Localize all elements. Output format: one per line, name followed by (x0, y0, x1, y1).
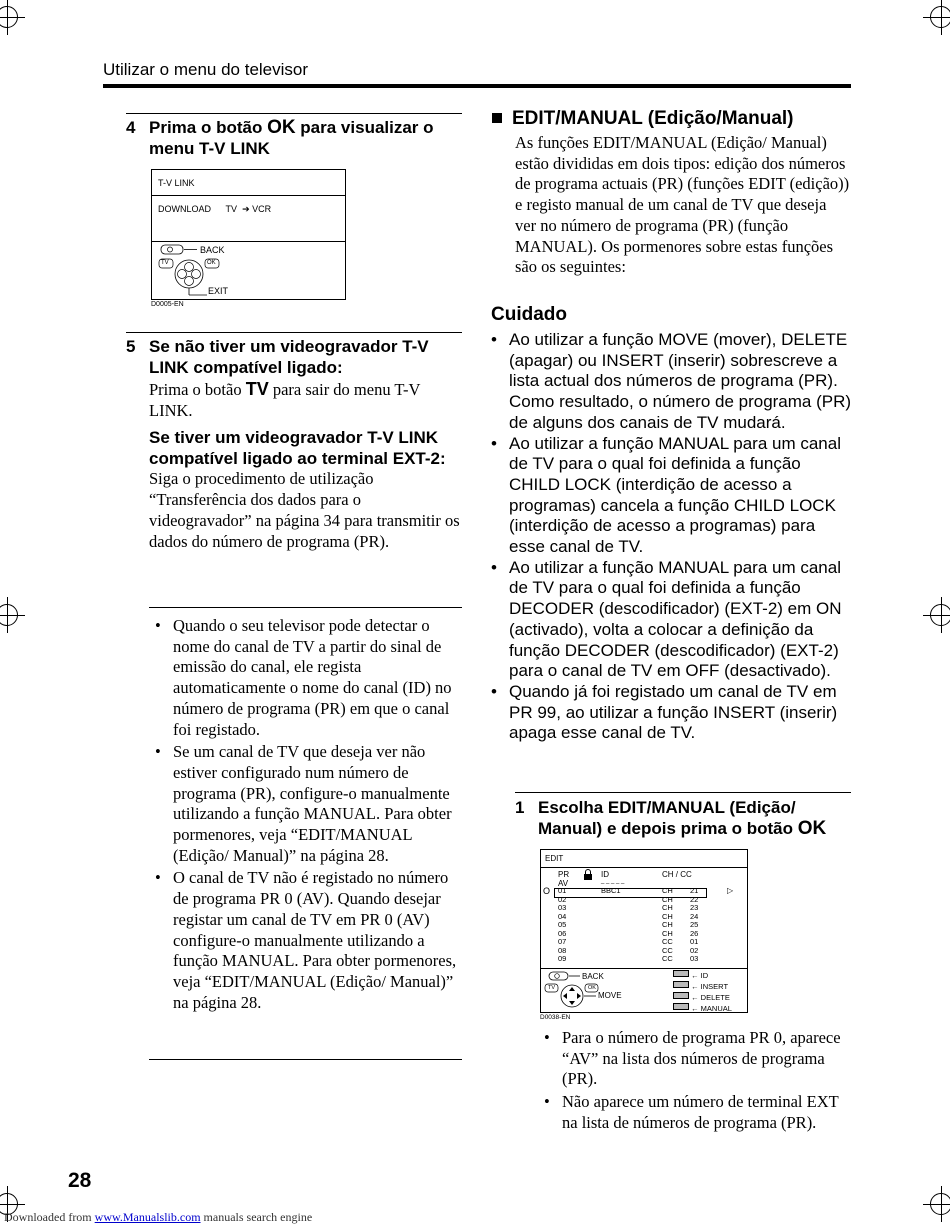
function-label: DELETE (700, 993, 730, 1002)
channel-rows (541, 887, 711, 964)
screen-divider (541, 867, 747, 868)
function-label: INSERT (700, 982, 729, 991)
cell-type: CH (662, 894, 673, 904)
cell-type: CH (662, 928, 673, 938)
av-row: AV (558, 879, 569, 888)
function-key-row (673, 1003, 732, 1014)
step-number: 5 (126, 337, 136, 356)
arrow-left-icon: ← (689, 971, 701, 980)
table-row (541, 887, 711, 896)
cell-type: CC (662, 945, 673, 955)
cell-pr: 04 (558, 911, 567, 921)
list-item: • O canal de TV não é registado no número de programa PR 0 (AV). Quando desejar registar um canal de TV em PR 0 (AV) configure-o manualmente utilizando a função MANUAL. Para obter pormenores, veja “EDIT/MANUAL (Edição/ Manual)” na página 28. (149, 868, 462, 1013)
tv-key-label: TV (161, 260, 169, 266)
id-placeholder: _ _ _ _ _ (601, 878, 625, 884)
cell-pr: 08 (558, 945, 567, 955)
arrow-left-icon: ← (689, 1004, 701, 1013)
list-item: • Ao utilizar a função MANUAL para um canal de TV para o qual foi definida a função DECODER (descodificador) (EXT-2) em ON (activado), volta a colocar a definição da função DECODER (descodificador) (EXT-2) para o canal de TV em OFF (desactivado). (485, 558, 853, 682)
registration-mark (0, 604, 18, 626)
list-item: • Não aparece um número de terminal EXT na lista de números de programa (PR). (538, 1092, 851, 1133)
tvlink-screen (151, 169, 346, 300)
table-row (541, 955, 711, 964)
ok-key-label: OK (588, 985, 596, 991)
cell-num: 24 (690, 911, 699, 921)
caution-list (485, 330, 853, 744)
exit-label: EXIT (208, 286, 229, 296)
cell-pr: 09 (558, 954, 567, 963)
cell-pr: 03 (558, 903, 567, 912)
screen-title: EDIT (545, 854, 564, 863)
col-chcc: CH / CC (662, 870, 692, 879)
table-row (541, 913, 711, 922)
ok-key-label: OK (207, 260, 216, 266)
move-label: MOVE (598, 991, 622, 1000)
cell-type: CH (662, 920, 673, 929)
list-item: • Ao utilizar a função MOVE (mover), DELETE (apagar) ou INSERT (inserir) sobrescreve a lista actual dos números de programa (PR). Como resultado, o número de programa (PR) de alguns dos canais de TV mudará. (485, 330, 853, 434)
figure-code: D0038-EN (540, 1014, 571, 1021)
pointer-icon: O (543, 886, 551, 896)
divider (149, 607, 462, 608)
list-item: • Quando o seu televisor pode detectar o nome do canal de TV a partir do sinal de emissão do canal, ele regista automaticamente o nome do canal (ID) no número de programa (PR) em que o canal foi registado. (149, 616, 462, 740)
cell-id: BBC1 (601, 886, 621, 895)
section-intro: As funções EDIT/MANUAL (Edição/ Manual) estão divididas em dois tipos: edição dos números de programa actuais (PR) (funções EDIT (edição)) e registo manual de um canal de TV que deseja ver no número de programa (PR) (função MANUAL). Os pormenores sobre estas funções são os seguintes: (515, 133, 850, 277)
cell-num: 01 (690, 937, 699, 946)
cell-type: CH (662, 903, 673, 912)
cell-num: 02 (690, 945, 699, 955)
back-label: BACK (582, 972, 604, 981)
col-id: ID (601, 870, 609, 879)
cell-num: 23 (690, 903, 699, 912)
cell-num: 03 (690, 954, 699, 963)
square-bullet-icon (492, 113, 502, 123)
step-number: 1 (515, 798, 525, 817)
cell-num: 25 (690, 920, 699, 929)
cell-type: CC (662, 937, 673, 946)
divider (126, 113, 462, 114)
cell-pr: 01 (558, 886, 567, 895)
figure-code: D0005-EN (151, 301, 184, 308)
arrow-right-icon: ➔ (239, 204, 253, 214)
step-subbody: Siga o procedimento de utilização “Transferência dos dados para o videogravador” na página 34 para transmitir os dados do número de programa (PR). (149, 469, 460, 551)
screen-divider (541, 968, 747, 969)
arrow-left-icon: ← (689, 982, 701, 991)
registration-mark (930, 604, 950, 626)
function-label: MANUAL (700, 1004, 732, 1013)
function-key-row (673, 992, 732, 1003)
cell-num: 22 (690, 894, 699, 904)
section-title: EDIT/MANUAL (Edição/Manual) (492, 108, 794, 130)
ok-key-glyph: OK (267, 117, 296, 138)
list-item: • Quando já foi registado um canal de TV em PR 99, ao utilizar a função INSERT (inserir) apaga esse canal de TV. (485, 682, 853, 744)
manualslib-link[interactable]: www.Manualslib.com (94, 1210, 201, 1224)
divider (515, 792, 851, 793)
cell-type: CH (662, 886, 673, 895)
step-body: Prima o botão TV para sair do menu T-V LINK. (149, 379, 421, 420)
col-pr: PR (558, 870, 570, 879)
step-text: Prima o botão (149, 118, 268, 137)
step-4 (126, 117, 466, 159)
back-label: BACK (200, 245, 225, 255)
color-key-icon (673, 981, 689, 988)
step-1 (515, 797, 855, 839)
divider (126, 332, 462, 333)
registration-mark (930, 1193, 950, 1215)
function-key-row (673, 970, 732, 981)
edit-screen (540, 849, 748, 1013)
page-header: Utilizar o menu do televisor (103, 60, 309, 79)
cell-num: 21 (690, 886, 699, 895)
tv-key-label: TV (548, 985, 556, 991)
cell-pr: 07 (558, 937, 567, 946)
color-key-icon (673, 1003, 689, 1010)
registration-mark (930, 6, 950, 28)
table-row (541, 947, 711, 956)
list-item: • Para o número de programa PR 0, aparece “AV” na lista dos números de programa (PR). (538, 1028, 851, 1090)
color-key-icon (673, 970, 689, 977)
download-row: DOWNLOAD TV ➔ VCR (158, 204, 272, 214)
caution-title: Cuidado (491, 304, 567, 325)
triangle-right-icon: ▷ (727, 886, 734, 895)
table-row (541, 904, 711, 913)
registration-mark (0, 6, 18, 28)
table-row (541, 930, 711, 939)
list-item: • Ao utilizar a função MANUAL para um canal de TV para o qual foi definida a função CHILD LOCK (interdição de acesso a programas) cancela a função CHILD LOCK (interdição de acesso a programas) para esse canal de TV. (485, 434, 853, 558)
ok-key-glyph: OK (797, 818, 827, 839)
step-number: 4 (126, 118, 136, 137)
screen-divider (152, 241, 345, 242)
screen-title: T-V LINK (158, 178, 195, 188)
header-rule (103, 84, 851, 88)
cell-type: CH (662, 911, 673, 921)
notes-list (538, 1028, 851, 1134)
cell-pr: 05 (558, 920, 567, 929)
screen-divider (152, 195, 345, 196)
color-key-icon (673, 992, 689, 999)
function-key-row (673, 981, 732, 992)
table-row (541, 938, 711, 947)
step-subheading: Se tiver um videogravador T-V LINK compatível ligado ao terminal EXT-2: (149, 428, 446, 469)
page-number: 28 (68, 1169, 92, 1192)
lock-icon (583, 869, 593, 880)
list-item: • Se um canal de TV que deseja ver não estiver configurado num número de programa (PR), configure-o manualmente utilizando a função MANUAL. Para obter pormenores, veja “EDIT/MANUAL (Edição/ Manual)” na página 28. (149, 742, 462, 866)
step-text: Escolha EDIT/MANUAL (Edição/ Manual) e depois prima o botão (538, 798, 798, 838)
step-heading: Se não tiver um videogravador T-V LINK compatível ligado: (149, 337, 429, 377)
cell-pr: 02 (558, 894, 567, 904)
tv-key-glyph: TV (245, 379, 269, 399)
notes-list (149, 616, 462, 1013)
step-text: para visualizar o menu T-V LINK (149, 118, 434, 158)
function-keys (673, 970, 732, 1014)
divider (149, 1059, 462, 1060)
cell-type: CC (662, 954, 673, 963)
cell-pr: 06 (558, 928, 567, 938)
cell-num: 26 (690, 928, 699, 938)
table-row (541, 896, 711, 905)
step-5 (126, 336, 466, 552)
arrow-left-icon: ← (689, 993, 701, 1002)
download-credit: Downloaded from www.Manualslib.com manuals search engine (4, 1210, 313, 1224)
table-row (541, 921, 711, 930)
function-label: ID (700, 971, 709, 980)
